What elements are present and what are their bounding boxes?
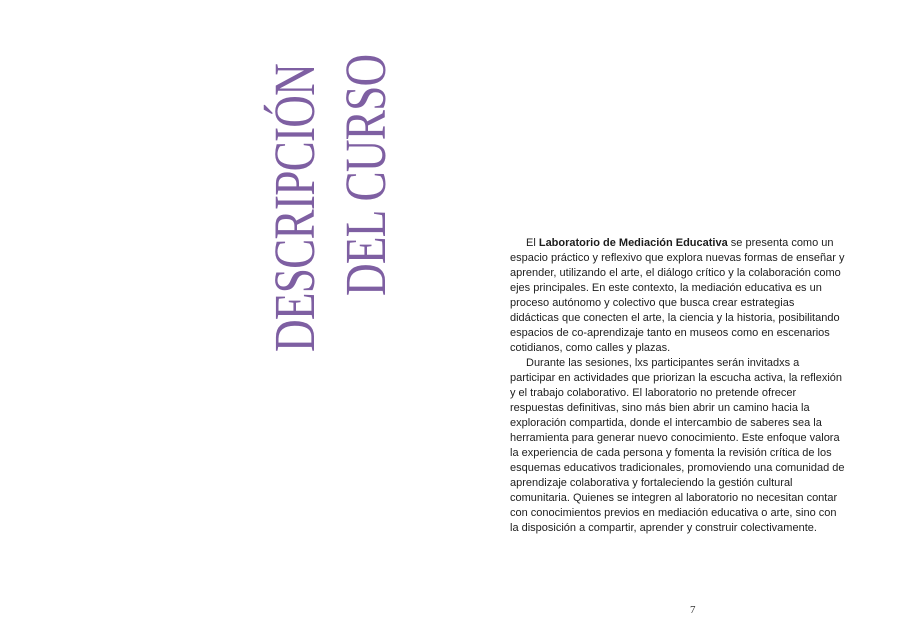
title-line-2: DEL CURSO — [333, 54, 398, 296]
lab-name: Laboratorio de Mediación Educativa — [538, 237, 728, 249]
title-line-1: DESCRIPCIÓN — [262, 63, 327, 352]
paragraph-1 — [510, 236, 846, 356]
paragraph-1-rest: se presenta como un espacio práctico y reflexivo que explora nuevas formas de enseñar y aprender, utilizando el arte, el diálogo crítico y la colaboración como ejes principales. En este contexto, la mediación educativa es un proceso autónomo y colectivo que busca crear estrategias didácticas que conecten el arte, la ciencia y la historia, posibilitando espacios de co-aprendizaje tanto en museos como en escenarios cotidianos, como calles y plazas. — [510, 237, 845, 354]
paragraph-1-lead: El — [526, 237, 539, 249]
paragraph-2: Durante las sesiones, lxs participantes serán invitadxs a participar en actividades que priorizan la escucha activa, la reflexión y el trabajo colaborativo. El laboratorio no pretende ofrecer respuestas definitivas, sino más bien abrir un camino hacia la exploración compartida, donde el intercambio de saberes sea la herramienta para generar nuevo conocimiento. Este enfoque valora la experiencia de cada persona y fomenta la revisión crítica de los esquemas educativos tradicionales, promoviendo una comunidad de aprendizaje colaborativa y fortaleciendo la gestión cultural comunitaria. Quienes se integren al laboratorio no necesitan contar con conocimientos previos en mediación educativa o arte, sino con la disposición a compartir, aprender y construir colectivamente. — [510, 357, 845, 534]
course-description — [510, 236, 846, 536]
page-number: 7 — [690, 604, 696, 616]
